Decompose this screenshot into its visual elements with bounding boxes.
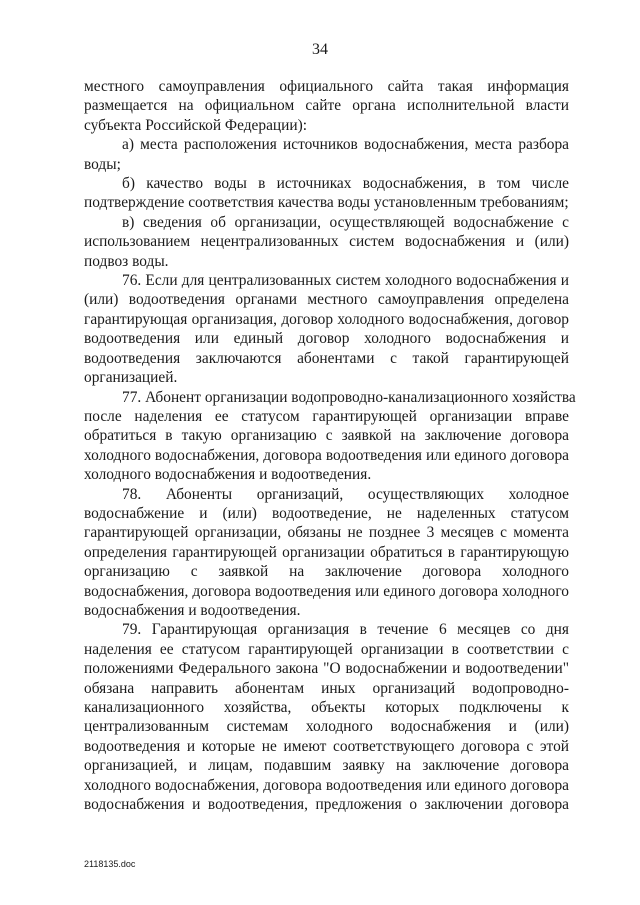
text-line: подвоз воды.	[84, 252, 169, 270]
text-line: в) сведения об организации, осуществляющей водоснабжение с	[122, 213, 569, 231]
text-line: 78. Абоненты организаций, осуществляющих холодное	[122, 485, 569, 503]
text-line: водоснабжение и (или) водоотведение, не наделенных статусом	[84, 504, 569, 522]
text-line: (или) водоотведения органами местного самоуправления определена	[84, 291, 569, 309]
text-line: б) качество воды в источниках водоснабжения, в том числе	[122, 175, 569, 193]
text-line: холодного водоснабжения и водоотведения.	[84, 466, 372, 484]
paragraph	[84, 485, 569, 621]
text-line: водоотведения и которые не имеют соответствующего договора с этой	[84, 737, 569, 755]
file-name-footer: 2118135.doc	[84, 859, 136, 869]
text-line: местного самоуправления официального сайта такая информация	[84, 78, 569, 95]
paragraph	[84, 77, 569, 135]
text-line: гарантирующей организации, обязаны не позднее 3 месяцев с момента	[84, 524, 569, 542]
text-line: водоотведения заключаются абонентами с такой гарантирующей	[84, 349, 569, 367]
paragraph	[84, 135, 569, 174]
text-line: положениями Федерального закона "О водоснабжении и водоотведении"	[84, 660, 569, 678]
text-line: 77. Абонент организации водопроводно-канализационного хозяйства	[122, 388, 576, 406]
text-line: организацией, и лицам, подавшим заявку на заключение договора	[84, 757, 569, 775]
text-line: размещается на официальном сайте органа исполнительной власти	[84, 97, 569, 115]
text-line: организацию с заявкой на заключение договора холодного	[84, 563, 569, 581]
text-line: наделения ее статусом гарантирующей организации в соответствии с	[84, 640, 569, 658]
text-line: водоотведения или единый договор холодного водоснабжения и	[84, 330, 569, 348]
paragraph	[84, 620, 569, 814]
text-line: обязана направить абонентам иных организаций водопроводно-	[84, 679, 569, 697]
text-line: а) места расположения источников водоснабжения, места разбора	[122, 136, 569, 154]
page-number: 34	[312, 41, 328, 58]
text-line: организацией.	[84, 369, 178, 387]
text-line: гарантирующая организация, договор холодного водоснабжения, договор	[84, 310, 569, 328]
text-line: подтверждение соответствия качества воды установленным требованиям;	[84, 194, 569, 212]
text-line: централизованным системам холодного водоснабжения и (или)	[84, 718, 569, 736]
text-line: воды;	[84, 155, 121, 173]
paragraph	[84, 174, 569, 213]
text-line: определения гарантирующей организации обратиться в гарантирующую	[84, 543, 569, 561]
paragraph	[84, 271, 569, 387]
text-line: 76. Если для централизованных систем холодного водоснабжения и	[122, 272, 569, 290]
text-line: обратиться в такую организацию с заявкой на заключение договора	[84, 427, 569, 445]
paragraph	[84, 213, 569, 271]
text-line: водоснабжения и водоотведения, предложения о заключении договора	[84, 796, 569, 814]
paragraph	[84, 388, 576, 485]
text-line: водоснабжения и водоотведения.	[84, 601, 301, 619]
text-line: субъекта Российской Федерации):	[84, 116, 308, 134]
document-body	[84, 77, 576, 814]
text-line: использованием нецентрализованных систем водоснабжения и (или)	[84, 233, 569, 251]
text-line: 79. Гарантирующая организация в течение 6 месяцев со дня	[122, 621, 569, 639]
text-line: холодного водоснабжения, договора водоотведения или единого договора	[84, 446, 569, 464]
text-line: после наделения ее статусом гарантирующей организации вправе	[84, 407, 569, 425]
text-line: водоснабжения, договора водоотведения или единого договора холодного	[84, 582, 569, 600]
text-line: холодного водоснабжения, договора водоотведения или единого договора	[84, 776, 569, 794]
text-line: канализационного хозяйства, объекты которых подключены к	[84, 699, 569, 716]
